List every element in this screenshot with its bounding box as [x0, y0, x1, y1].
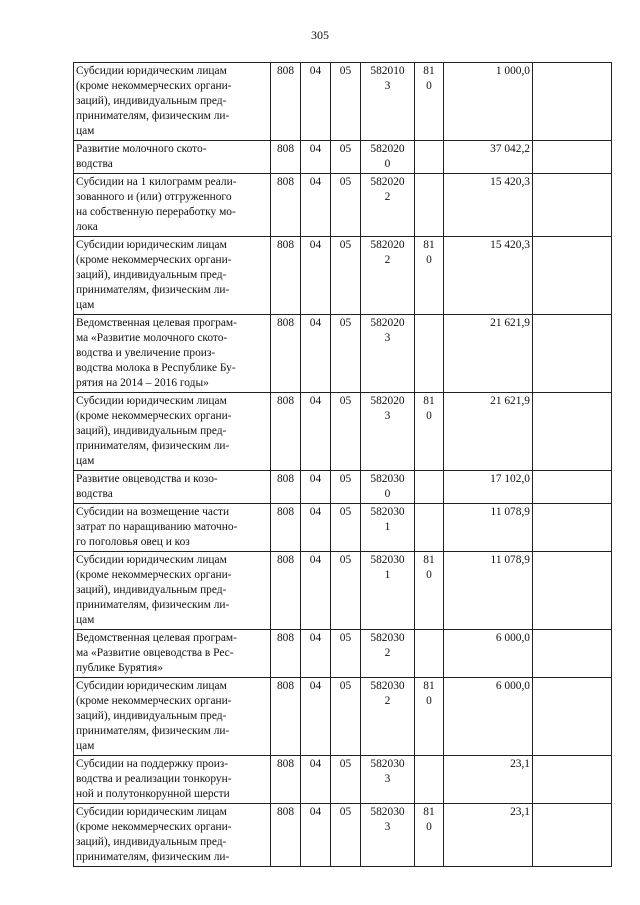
- cell-grbs: 808: [271, 504, 301, 552]
- cell-subsection: 05: [331, 237, 361, 315]
- budget-table: [73, 62, 612, 867]
- cell-grbs: 808: [271, 756, 301, 804]
- cell-target-article: [361, 315, 415, 393]
- name-line: цам: [76, 614, 95, 626]
- cell-amount: 15 420,3: [444, 174, 533, 237]
- cell-subsection: 05: [331, 393, 361, 471]
- target-article-part: 0: [384, 158, 391, 170]
- name-line: Субсидии юридическим лицам: [76, 239, 227, 251]
- name-line: Субсидии юридическим лицам: [76, 554, 227, 566]
- cell-subsection: 05: [331, 756, 361, 804]
- cell-section: 04: [301, 471, 331, 504]
- name-line: водства и реализации тонкорун-: [76, 773, 232, 785]
- cell-subsection: 05: [331, 174, 361, 237]
- name-line: заций), индивидуальным пред-: [76, 710, 227, 722]
- page-number: 305: [311, 28, 329, 42]
- cell-name: [74, 174, 271, 237]
- cell-target-article: [361, 174, 415, 237]
- name-line: Субсидии юридическим лицам: [76, 395, 227, 407]
- cell-expense-type: [415, 804, 444, 867]
- name-line: (кроме некоммерческих органи-: [76, 569, 232, 581]
- target-article-part: 582010: [370, 65, 405, 77]
- table-row: [74, 393, 612, 471]
- cell-subsection: 05: [331, 630, 361, 678]
- cell-subsection: 05: [331, 504, 361, 552]
- name-line: Субсидии юридическим лицам: [76, 680, 227, 692]
- cell-grbs: 808: [271, 174, 301, 237]
- name-line: (кроме некоммерческих органи-: [76, 695, 232, 707]
- name-line: заций), индивидуальным пред-: [76, 836, 227, 848]
- cell-expense-type: [415, 678, 444, 756]
- cell-target-article: [361, 804, 415, 867]
- cell-name: [74, 756, 271, 804]
- cell-target-article: [361, 141, 415, 174]
- name-line: принимателям, физическим ли-: [76, 851, 230, 863]
- name-line: (кроме некоммерческих органи-: [76, 80, 232, 92]
- cell-empty: [533, 630, 612, 678]
- cell-empty: [533, 393, 612, 471]
- target-article-part: 3: [384, 80, 391, 92]
- expense-type-part: 81: [423, 554, 435, 566]
- name-line: водства: [76, 158, 113, 170]
- cell-amount: 6 000,0: [444, 630, 533, 678]
- target-article-part: 582030: [370, 473, 405, 485]
- cell-empty: [533, 237, 612, 315]
- name-line: публике Бурятия»: [76, 662, 163, 674]
- target-article-part: 2: [384, 695, 391, 707]
- cell-section: 04: [301, 174, 331, 237]
- table-row: [74, 237, 612, 315]
- cell-expense-type: [415, 552, 444, 630]
- table-row: [74, 804, 612, 867]
- target-article-part: 1: [384, 521, 391, 533]
- cell-empty: [533, 141, 612, 174]
- cell-expense-type: [415, 174, 444, 237]
- cell-expense-type: [415, 630, 444, 678]
- cell-name: [74, 804, 271, 867]
- cell-expense-type: [415, 504, 444, 552]
- cell-empty: [533, 678, 612, 756]
- name-line: Ведомственная целевая програм-: [76, 317, 237, 329]
- target-article-part: 0: [384, 488, 391, 500]
- cell-amount: 23,1: [444, 756, 533, 804]
- cell-section: 04: [301, 237, 331, 315]
- cell-name: [74, 504, 271, 552]
- cell-section: 04: [301, 63, 331, 141]
- name-line: заций), индивидуальным пред-: [76, 425, 227, 437]
- table-row: [74, 678, 612, 756]
- name-line: водства: [76, 488, 113, 500]
- target-article-part: 582030: [370, 506, 405, 518]
- cell-empty: [533, 504, 612, 552]
- cell-expense-type: [415, 237, 444, 315]
- cell-target-article: [361, 237, 415, 315]
- name-line: го поголовья овец и коз: [76, 536, 190, 548]
- cell-grbs: 808: [271, 804, 301, 867]
- cell-empty: [533, 471, 612, 504]
- cell-subsection: 05: [331, 315, 361, 393]
- cell-amount: 11 078,9: [444, 504, 533, 552]
- cell-grbs: 808: [271, 315, 301, 393]
- cell-name: [74, 63, 271, 141]
- table-row: [74, 756, 612, 804]
- cell-expense-type: [415, 756, 444, 804]
- name-line: заций), индивидуальным пред-: [76, 269, 227, 281]
- cell-empty: [533, 552, 612, 630]
- cell-target-article: [361, 552, 415, 630]
- table-row: [74, 630, 612, 678]
- name-line: затрат по наращиванию маточно-: [76, 521, 238, 533]
- cell-section: 04: [301, 393, 331, 471]
- name-line: Ведомственная целевая програм-: [76, 632, 237, 644]
- target-article-part: 582030: [370, 806, 405, 818]
- cell-target-article: [361, 756, 415, 804]
- name-line: ма «Развитие овцеводства в Рес-: [76, 647, 234, 659]
- name-line: Субсидии юридическим лицам: [76, 806, 227, 818]
- expense-type-part: 0: [426, 821, 432, 833]
- cell-expense-type: [415, 471, 444, 504]
- cell-empty: [533, 63, 612, 141]
- name-line: принимателям, физическим ли-: [76, 110, 230, 122]
- name-line: Субсидии на поддержку произ-: [76, 758, 229, 770]
- cell-subsection: 05: [331, 804, 361, 867]
- target-article-part: 3: [384, 821, 391, 833]
- cell-name: [74, 237, 271, 315]
- cell-amount: 37 042,2: [444, 141, 533, 174]
- target-article-part: 3: [384, 332, 391, 344]
- target-article-part: 3: [384, 410, 391, 422]
- table-row: [74, 315, 612, 393]
- cell-section: 04: [301, 552, 331, 630]
- cell-subsection: 05: [331, 678, 361, 756]
- cell-name: [74, 678, 271, 756]
- target-article-part: 582020: [370, 395, 405, 407]
- expense-type-part: 81: [423, 239, 435, 251]
- cell-subsection: 05: [331, 63, 361, 141]
- cell-amount: 15 420,3: [444, 237, 533, 315]
- cell-target-article: [361, 63, 415, 141]
- cell-amount: 21 621,9: [444, 315, 533, 393]
- cell-target-article: [361, 471, 415, 504]
- expense-type-part: 0: [426, 410, 432, 422]
- table-row: [74, 471, 612, 504]
- name-line: на собственную переработку мо-: [76, 206, 236, 218]
- cell-amount: 6 000,0: [444, 678, 533, 756]
- cell-grbs: 808: [271, 471, 301, 504]
- expense-type-part: 81: [423, 395, 435, 407]
- name-line: Развитие молочного ското-: [76, 143, 207, 155]
- name-line: Субсидии на возмещение части: [76, 506, 230, 518]
- expense-type-part: 0: [426, 254, 432, 266]
- table-row: [74, 174, 612, 237]
- target-article-part: 2: [384, 254, 391, 266]
- cell-empty: [533, 174, 612, 237]
- expense-type-part: 0: [426, 569, 432, 581]
- name-line: Развитие овцеводства и козо-: [76, 473, 218, 485]
- cell-subsection: 05: [331, 141, 361, 174]
- name-line: ной и полутонкорунной шерсти: [76, 788, 230, 800]
- name-line: зованного и (или) отгруженного: [76, 191, 232, 203]
- cell-section: 04: [301, 141, 331, 174]
- cell-name: [74, 471, 271, 504]
- cell-name: [74, 393, 271, 471]
- cell-expense-type: [415, 315, 444, 393]
- cell-amount: 21 621,9: [444, 393, 533, 471]
- name-line: заций), индивидуальным пред-: [76, 95, 227, 107]
- cell-section: 04: [301, 504, 331, 552]
- name-line: ма «Развитие молочного ското-: [76, 332, 228, 344]
- cell-empty: [533, 315, 612, 393]
- name-line: (кроме некоммерческих органи-: [76, 254, 232, 266]
- target-article-part: 582030: [370, 758, 405, 770]
- name-line: цам: [76, 125, 95, 137]
- target-article-part: 582020: [370, 317, 405, 329]
- table-row: [74, 552, 612, 630]
- cell-section: 04: [301, 630, 331, 678]
- cell-grbs: 808: [271, 63, 301, 141]
- name-line: принимателям, физическим ли-: [76, 599, 230, 611]
- expense-type-part: 0: [426, 695, 432, 707]
- cell-section: 04: [301, 756, 331, 804]
- name-line: рятия на 2014 – 2016 годы»: [76, 377, 209, 389]
- cell-section: 04: [301, 678, 331, 756]
- name-line: принимателям, физическим ли-: [76, 725, 230, 737]
- name-line: (кроме некоммерческих органи-: [76, 410, 232, 422]
- cell-section: 04: [301, 804, 331, 867]
- cell-grbs: 808: [271, 630, 301, 678]
- target-article-part: 3: [384, 773, 391, 785]
- table-row: [74, 141, 612, 174]
- name-line: цам: [76, 455, 95, 467]
- cell-target-article: [361, 393, 415, 471]
- expense-type-part: 81: [423, 806, 435, 818]
- cell-amount: 1 000,0: [444, 63, 533, 141]
- cell-expense-type: [415, 141, 444, 174]
- name-line: (кроме некоммерческих органи-: [76, 821, 232, 833]
- target-article-part: 582030: [370, 680, 405, 692]
- target-article-part: 2: [384, 647, 391, 659]
- expense-type-part: 81: [423, 680, 435, 692]
- target-article-part: 582020: [370, 143, 405, 155]
- name-line: принимателям, физическим ли-: [76, 284, 230, 296]
- table-row: [74, 504, 612, 552]
- cell-target-article: [361, 678, 415, 756]
- cell-subsection: 05: [331, 471, 361, 504]
- cell-target-article: [361, 504, 415, 552]
- cell-grbs: 808: [271, 393, 301, 471]
- cell-name: [74, 315, 271, 393]
- cell-expense-type: [415, 393, 444, 471]
- cell-amount: 17 102,0: [444, 471, 533, 504]
- cell-empty: [533, 804, 612, 867]
- cell-amount: 23,1: [444, 804, 533, 867]
- name-line: лока: [76, 221, 98, 233]
- cell-empty: [533, 756, 612, 804]
- cell-name: [74, 141, 271, 174]
- name-line: цам: [76, 299, 95, 311]
- target-article-part: 1: [384, 569, 391, 581]
- cell-expense-type: [415, 63, 444, 141]
- cell-section: 04: [301, 315, 331, 393]
- target-article-part: 582020: [370, 239, 405, 251]
- expense-type-part: 0: [426, 80, 432, 92]
- cell-grbs: 808: [271, 552, 301, 630]
- cell-grbs: 808: [271, 237, 301, 315]
- cell-name: [74, 552, 271, 630]
- table-body: [74, 63, 612, 867]
- cell-grbs: 808: [271, 141, 301, 174]
- cell-grbs: 808: [271, 678, 301, 756]
- name-line: цам: [76, 740, 95, 752]
- name-line: водства молока в Республике Бу-: [76, 362, 236, 374]
- cell-target-article: [361, 630, 415, 678]
- target-article-part: 582020: [370, 176, 405, 188]
- expense-type-part: 81: [423, 65, 435, 77]
- name-line: Субсидии юридическим лицам: [76, 65, 227, 77]
- name-line: Субсидии на 1 килограмм реали-: [76, 176, 237, 188]
- cell-subsection: 05: [331, 552, 361, 630]
- cell-amount: 11 078,9: [444, 552, 533, 630]
- target-article-part: 582030: [370, 554, 405, 566]
- cell-name: [74, 630, 271, 678]
- target-article-part: 2: [384, 191, 391, 203]
- table-row: [74, 63, 612, 141]
- name-line: заций), индивидуальным пред-: [76, 584, 227, 596]
- name-line: водства и увеличение произ-: [76, 347, 216, 359]
- name-line: принимателям, физическим ли-: [76, 440, 230, 452]
- target-article-part: 582030: [370, 632, 405, 644]
